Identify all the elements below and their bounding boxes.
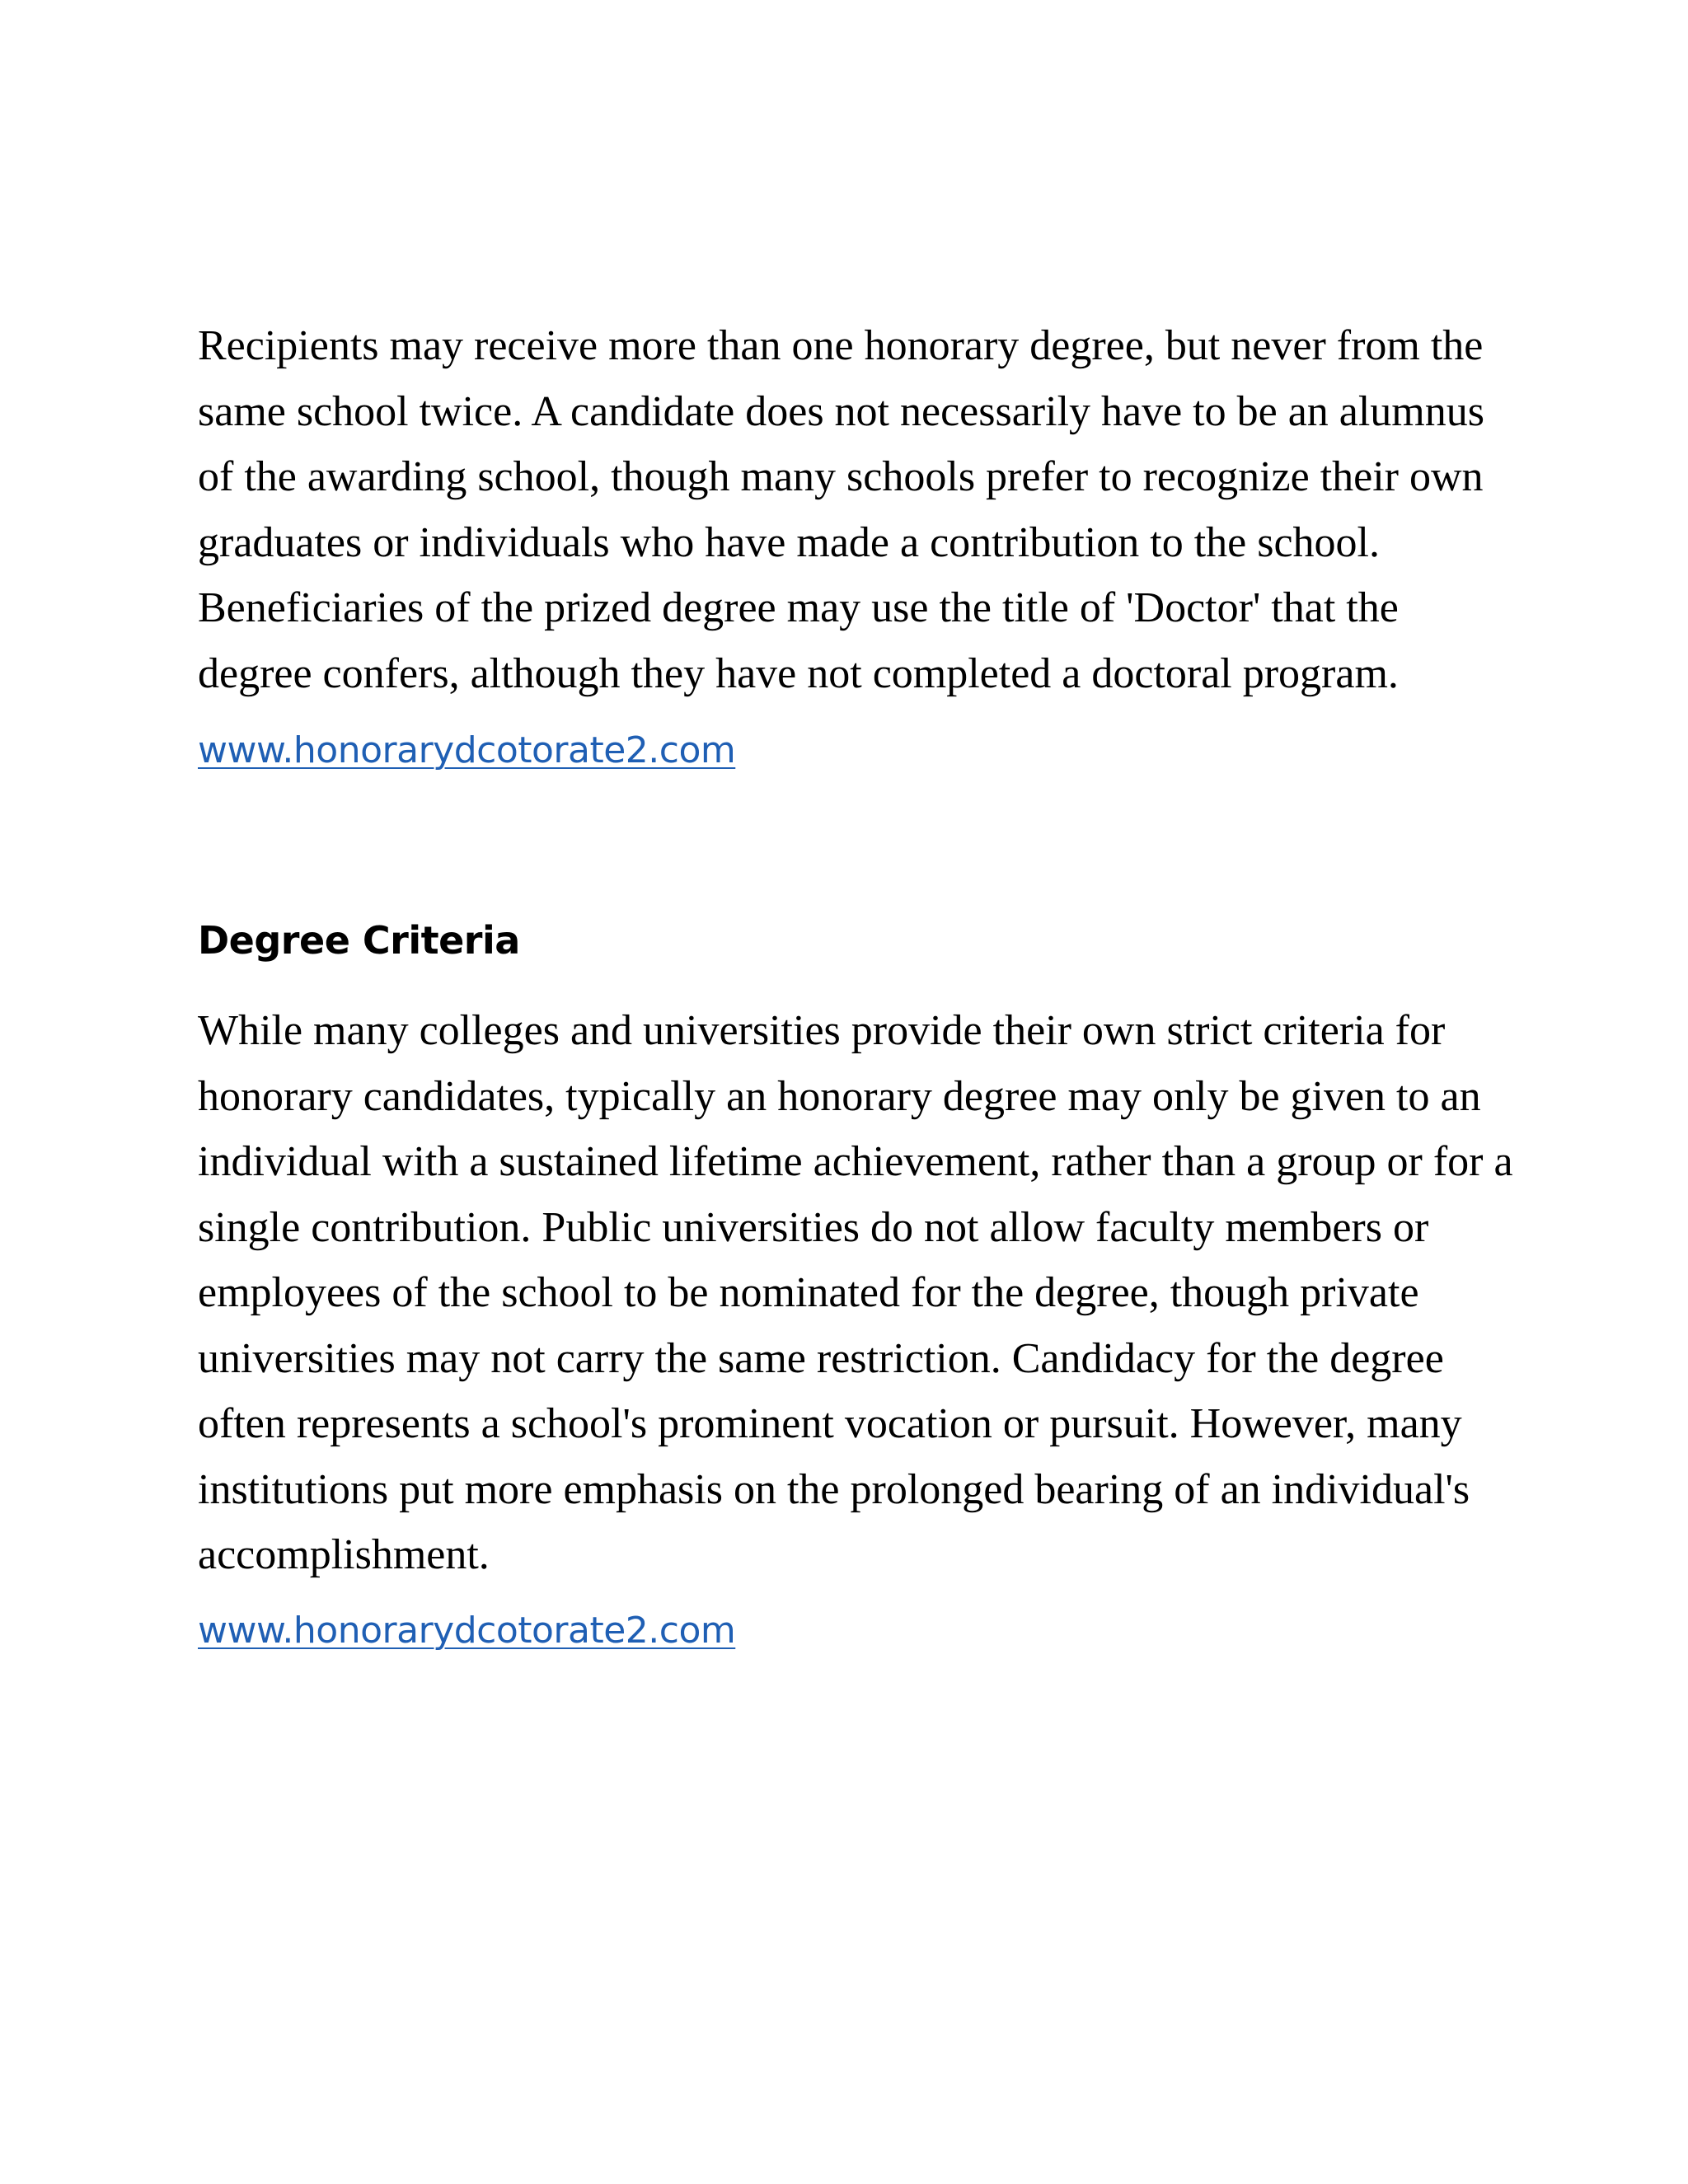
document-content bbox=[198, 313, 1517, 1656]
section-heading-degree-criteria: Degree Criteria bbox=[198, 918, 520, 963]
website-link-1[interactable]: www.honorarydcotorate2.com bbox=[198, 729, 736, 771]
paragraph-degree-criteria: While many colleges and universities provide their own strict criteria for honorary candidates, typically an honorary degree may only be given to an individual with a sustained lifetime achievement, rather than a group or for a single contribution. Public universities do not allow faculty members or employees of the school to be nominated for the degree, though private universities may not carry the same restriction. Candidacy for the degree often represents a school's prominent vocation or pursuit. However, many institutions put more emphasis on the prolonged bearing of an individual's accomplishment. bbox=[198, 1007, 1513, 1578]
website-link-2[interactable]: www.honorarydcotorate2.com bbox=[198, 1609, 736, 1652]
section-spacer bbox=[198, 776, 1517, 916]
paragraph-honorary-recipients: Recipients may receive more than one honorary degree, but never from the same school twice. A candidate does not necessarily have to be an alumnus of the awarding school, though many schools prefer to recognize their own graduates or individuals who have made a contribution to the school. Beneficiaries of the prized degree may use the title of 'Doctor' that the degree confers, although they have not completed a doctoral program. bbox=[198, 322, 1484, 697]
